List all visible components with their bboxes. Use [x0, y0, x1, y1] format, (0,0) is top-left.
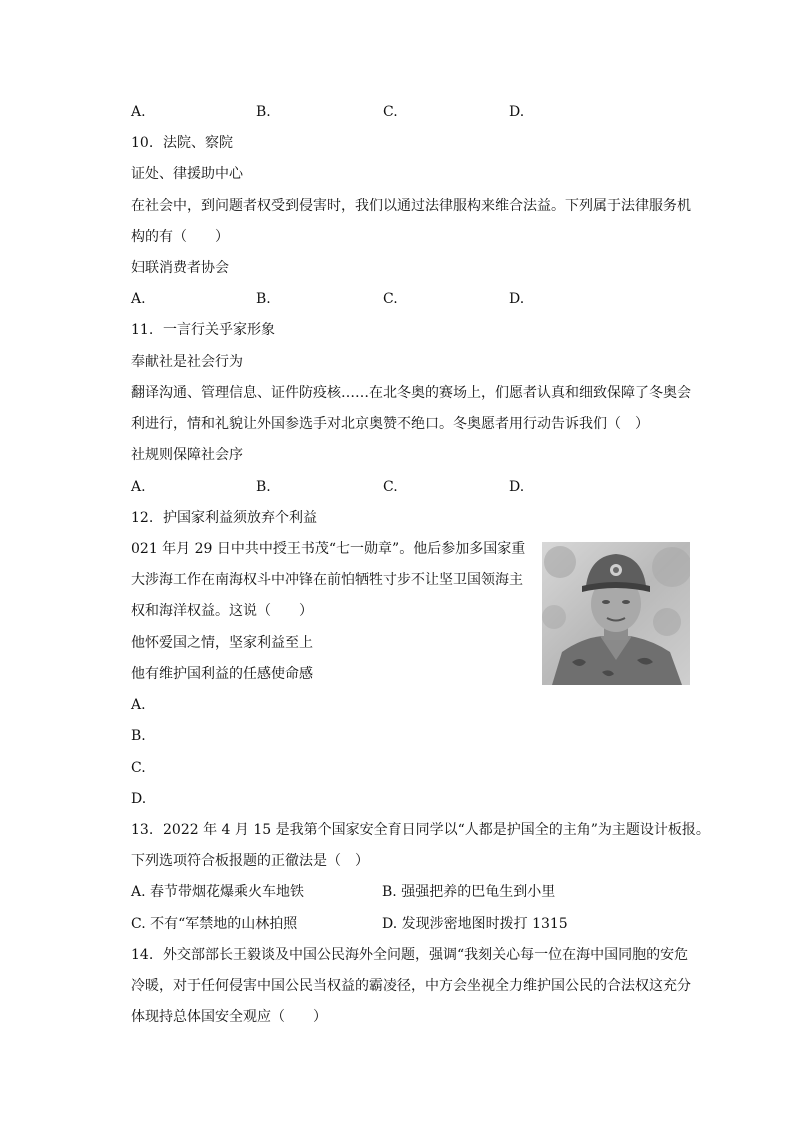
option-d[interactable]: D. — [509, 291, 525, 307]
q10-line-1: 法院、察院 — [163, 135, 233, 151]
q10-line-2: 证处、律援助中心 — [131, 166, 243, 182]
option-a[interactable]: A. — [131, 104, 146, 120]
q11-options — [131, 477, 651, 497]
portrait-illustration — [542, 542, 690, 685]
option-d[interactable]: D. — [509, 104, 525, 120]
option-c[interactable]: C. 不有“军禁地的山林拍照 — [131, 916, 298, 932]
q11-line-4: 利进行，情和礼貌让外国参选手对北京奥赞不绝口。冬奥愿者用行动告诉我们（ ） — [131, 416, 649, 432]
q13-line-1: 2022 年 4 月 15 是我第个国家安全育日同学以“人都是护国全的主角”为主题设计板报。 — [163, 822, 710, 838]
q14-line-2: 冷暖，对于任何侵害中国公民当权益的霸凌径，中方会坐视全力维护国公民的合法权这充分 — [131, 978, 691, 994]
q12-line-3: 大涉海工作在南海权斗中冲锋在前怕牺牲寸步不让坚卫国领海主 — [131, 572, 523, 588]
q12-line-1: 护国家利益须放弃个利益 — [163, 510, 317, 526]
q10-options — [131, 289, 651, 309]
option-b[interactable]: B. — [256, 104, 271, 120]
question-number: 13. — [131, 822, 154, 838]
q11-line-3: 翻译沟通、管理信息、证件防疫核……在北冬奥的赛场上，们愿者认真和细致保障了冬奥会 — [131, 385, 691, 401]
q12-line-2: 021 年月 29 日中共中授王书茂“七一勋章”。他后参加多国家重 — [131, 541, 526, 557]
q12-header — [131, 508, 317, 528]
q13-header — [131, 820, 710, 840]
q14-line-1: 外交部部长王毅谈及中国公民海外全问题，强调“我刻关心每一位在海中国同胞的安危 — [163, 947, 689, 963]
option-c[interactable]: C. — [131, 760, 146, 776]
q14-line-3: 体现持总体国安全观应（ ） — [131, 1009, 327, 1025]
option-c[interactable]: C. — [383, 291, 398, 307]
q14-header — [131, 945, 688, 965]
q13-options-row-1 — [131, 882, 651, 902]
question-number: 10. — [131, 135, 154, 151]
question-number: 14. — [131, 947, 154, 963]
q13-line-2: 下列选项符合板报题的正徹法是（ ） — [131, 853, 369, 869]
q10-line-3: 在社会中，到问题者权受到侵害时，我们以通过法律服构来维合法益。下列属于法律服务机 — [131, 198, 691, 214]
q9-options — [131, 102, 651, 122]
option-b[interactable]: B. — [131, 728, 146, 744]
option-c[interactable]: C. — [383, 104, 398, 120]
q12-line-4: 权和海洋权益。这说（ ） — [131, 603, 313, 619]
option-b[interactable]: B. — [256, 479, 271, 495]
q10-line-5: 妇联消费者协会 — [131, 260, 229, 276]
q10-header — [131, 133, 233, 153]
option-a[interactable]: A. 春节带烟花爆乘火车地铁 — [131, 884, 305, 900]
question-number: 11. — [131, 322, 154, 338]
option-a[interactable]: A. — [131, 697, 146, 713]
q12-line-5: 他怀爱国之情，坚家利益至上 — [131, 635, 313, 651]
question-number: 12. — [131, 510, 154, 526]
option-d[interactable]: D. — [509, 479, 525, 495]
option-a[interactable]: A. — [131, 479, 146, 495]
q11-line-5: 社规则保障社会序 — [131, 447, 243, 463]
portrait-photo — [542, 542, 690, 685]
q10-line-4: 构的有（ ） — [131, 229, 229, 245]
q11-line-2: 奉献社是社会行为 — [131, 354, 243, 370]
option-a[interactable]: A. — [131, 291, 146, 307]
option-b[interactable]: B. 强强把养的巴龟生到小里 — [382, 884, 556, 900]
q11-line-1: 一言行关乎家形象 — [163, 322, 275, 338]
option-b[interactable]: B. — [256, 291, 271, 307]
q13-options-row-2 — [131, 914, 651, 934]
q12-line-6: 他有维护国利益的任感使命感 — [131, 666, 313, 682]
option-d[interactable]: D. — [131, 791, 147, 807]
q11-header — [131, 320, 275, 340]
option-c[interactable]: C. — [383, 479, 398, 495]
option-d[interactable]: D. 发现涉密地图时拨打 1315 — [382, 916, 568, 932]
